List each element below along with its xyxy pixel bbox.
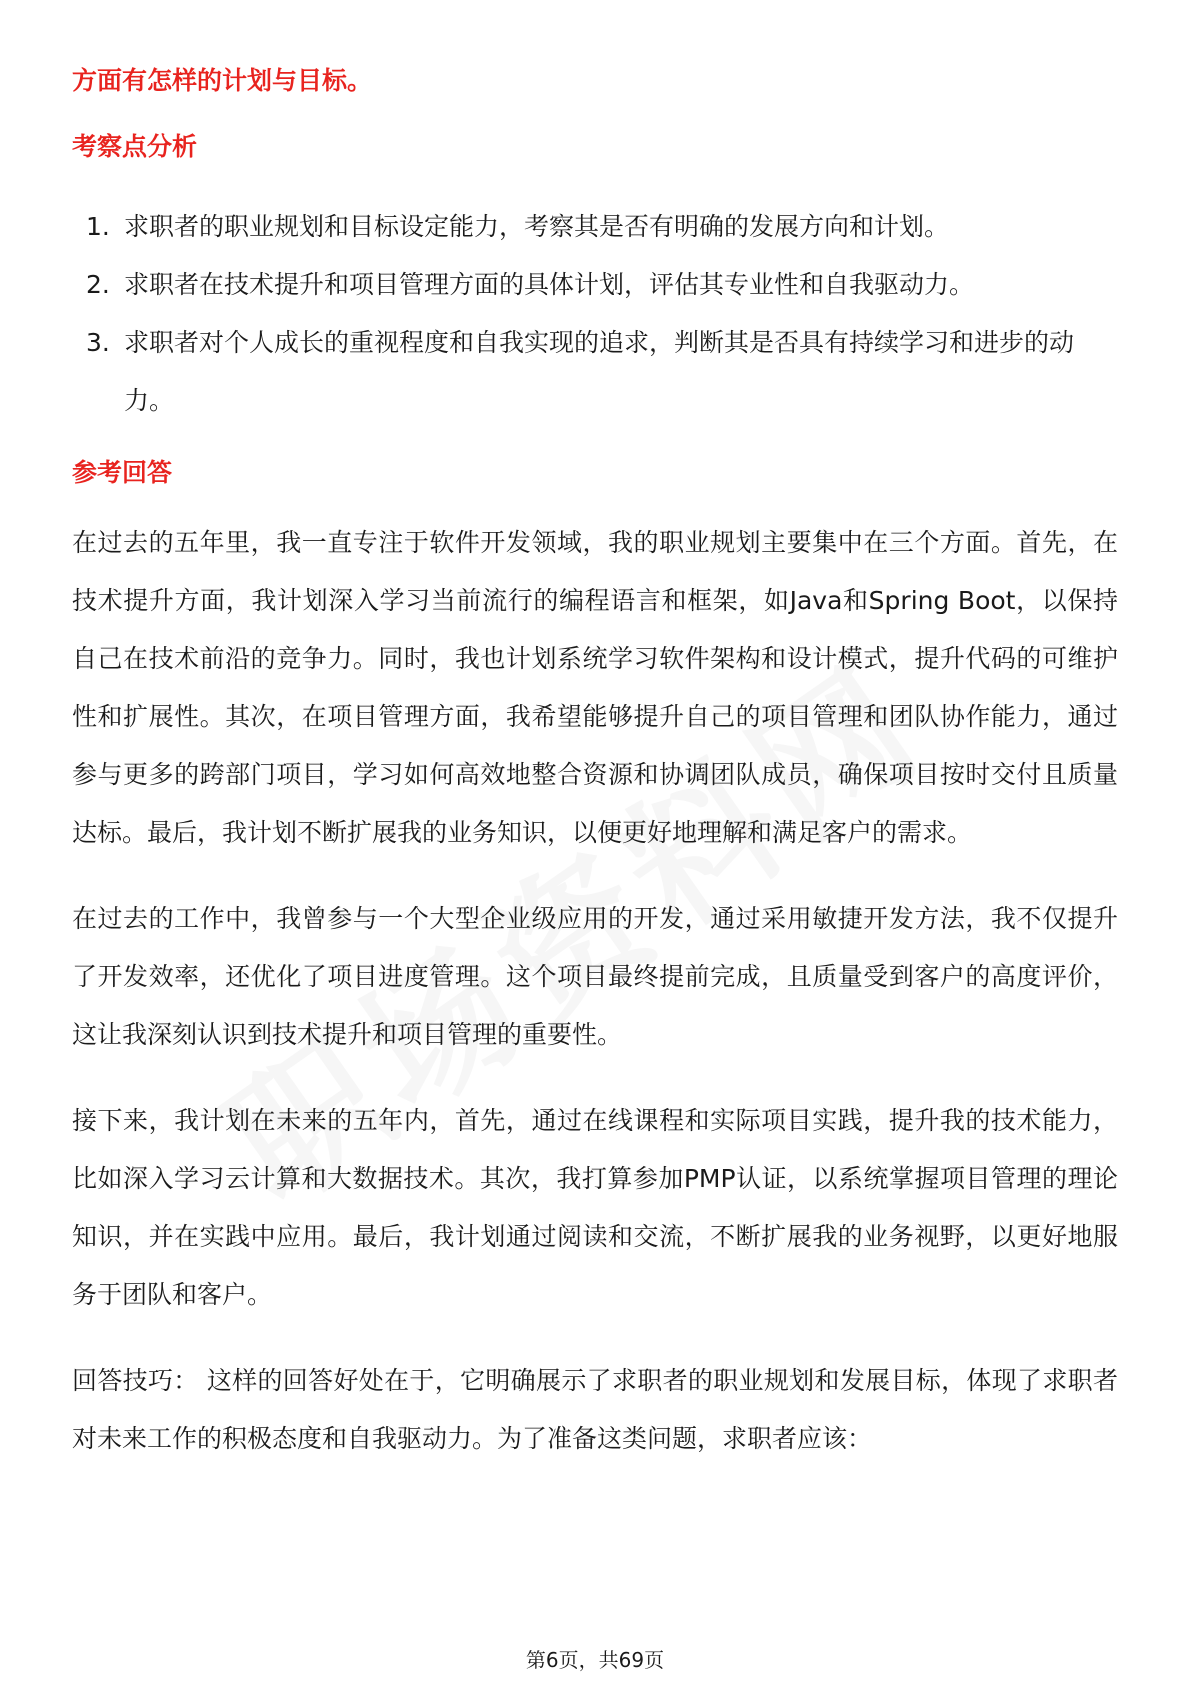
answer-tips-paragraph: 回答技巧： 这样的回答好处在于，它明确展示了求职者的职业规划和发展目标，体现了求职者对未来工作的积极态度和自我驱动力。为了准备这类问题，求职者应该： (72, 1366, 1118, 1453)
section-heading-continued: 方面有怎样的计划与目标。 (72, 66, 373, 95)
page-content (72, 52, 1118, 1496)
answer-paragraph: 接下来，我计划在未来的五年内，首先，通过在线课程和实际项目实践，提升我的技术能力，比如深入学习云计算和大数据技术。其次，我打算参加PMP认证，以系统掌握项目管理的理论知识，并在实践中应用。最后，我计划通过阅读和交流，不断扩展我的业务视野，以更好地服务于团队和客户。 (72, 1106, 1118, 1309)
list-number: 1. (86, 212, 110, 241)
analysis-points (72, 198, 1118, 430)
list-number: 2. (86, 270, 110, 299)
analysis-title: 考察点分析 (72, 132, 198, 161)
page-number: 第6页，共69页 (525, 1648, 665, 1672)
answer-paragraph: 在过去的五年里，我一直专注于软件开发领域，我的职业规划主要集中在三个方面。首先，在技术提升方面，我计划深入学习当前流行的编程语言和框架，如Java和Spring Boot，以保持自己在技术前沿的竞争力。同时，我也计划系统学习软件架构和设计模式，提升代码的可维护性和扩展性。其次，在项目管理方面，我希望能够提升自己的项目管理和团队协作能力，通过参与更多的跨部门项目，学习如何高效地整合资源和协调团队成员，确保项目按时交付且质量达标。最后，我计划不断扩展我的业务知识，以便更好地理解和满足客户的需求。 (72, 528, 1118, 847)
list-text: 求职者对个人成长的重视程度和自我实现的追求，判断其是否具有持续学习和进步的动力。 (124, 328, 1075, 415)
list-text: 求职者在技术提升和项目管理方面的具体计划，评估其专业性和自我驱动力。 (124, 270, 975, 299)
answer-paragraph: 在过去的工作中，我曾参与一个大型企业级应用的开发，通过采用敏捷开发方法，我不仅提升了开发效率，还优化了项目进度管理。这个项目最终提前完成，且质量受到客户的高度评价，这让我深刻认识到技术提升和项目管理的重要性。 (72, 904, 1118, 1049)
list-item (72, 198, 1118, 256)
list-item (72, 314, 1118, 430)
list-text: 求职者的职业规划和目标设定能力，考察其是否有明确的发展方向和计划。 (124, 212, 950, 241)
list-number: 3. (86, 328, 110, 357)
answer-title: 参考回答 (72, 458, 173, 487)
list-item (72, 256, 1118, 314)
